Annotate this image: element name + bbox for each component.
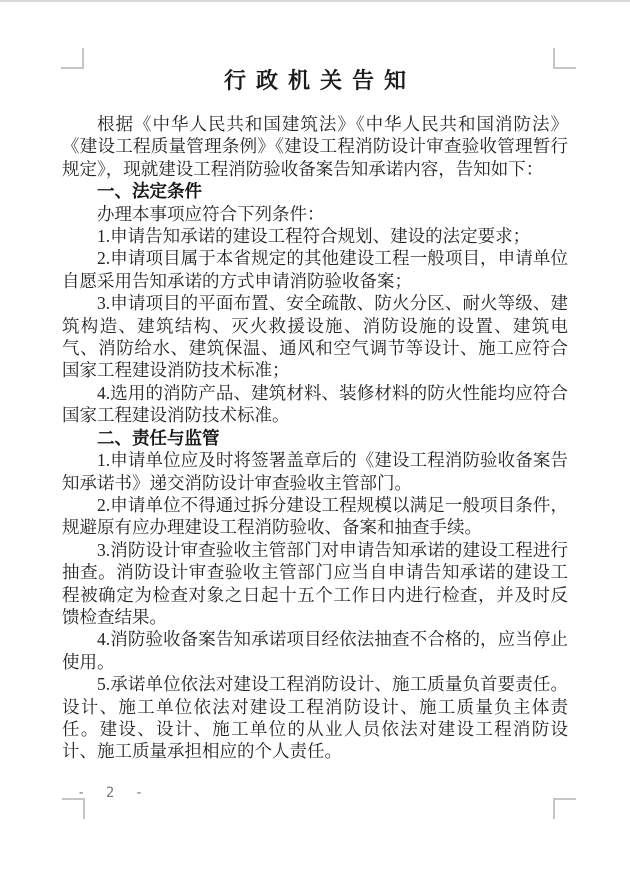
paragraph-item-4: 4.消防验收备案告知承诺项目经依法抽查不合格的，应当停止使用。 <box>62 629 568 672</box>
crop-mark-top-right <box>553 48 576 69</box>
paragraph-item-5: 5.承诺单位依法对建设工程消防设计、施工质量负首要责任。设计、施工单位依法对建设工程消防设计、施工质量负主体责任。建设、设计、施工单位的从业人员依法对建设工程消防设计、施工质量承担相应的个人责任。 <box>62 674 568 762</box>
paragraph-item-3: 3.消防设计审查验收主管部门对申请告知承诺的建设工程进行抽查。消防设计审查验收主管部门应当自申请告知承诺的建设工程被确定为检查对象之日起十五个工作日内进行检查，并及时反馈检查结果。 <box>62 539 568 627</box>
paragraph-item-4: 4.选用的消防产品、建筑材料、装修材料的防火性能均应符合国家工程建设消防技术标准。 <box>62 382 568 426</box>
paragraph-item-2: 2.申请单位不得通过拆分建设工程规模以满足一般项目条件，规避原有应办理建设工程消防验收、备案和抽查手续。 <box>62 494 568 538</box>
crop-mark-bottom-left <box>62 798 85 819</box>
paragraph-item-1: 1.申请告知承诺的建设工程符合规划、建设的法定要求； <box>97 226 531 247</box>
paragraph: 办理本事项应符合下列条件： <box>97 203 325 224</box>
section-heading-1: 一、法定条件 <box>97 181 202 202</box>
document-body <box>62 113 568 763</box>
page-number: - 2 - <box>77 785 150 801</box>
paragraph-item-1: 1.申请单位应及时将签署盖章后的《建设工程消防验收备案告知承诺书》递交消防设计审查验收主管部门。 <box>62 450 568 493</box>
document-title: 行政机关告知 <box>223 68 416 93</box>
crop-mark-bottom-right <box>553 798 576 819</box>
paragraph-intro: 根据《中华人民共和国建筑法》《中华人民共和国消防法》《建设工程质量管理条例》《建设工程消防设计审查验收管理暂行规定》，现就建设工程消防验收备案告知承诺内容，告知如下： <box>62 114 568 179</box>
crop-mark-top-left <box>61 48 84 69</box>
section-heading-2: 二、责任与监管 <box>97 427 220 448</box>
paragraph-item-3: 3.申请项目的平面布置、安全疏散、防火分区、耐火等级、建筑构造、建筑结构、灭火救援设施、消防设施的设置、建筑电气、消防给水、建筑保温、通风和空气调节等设计、施工应符合国家工程建设消防技术标准； <box>62 293 568 381</box>
paragraph-item-2: 2.申请项目属于本省规定的其他建设工程一般项目，申请单位自愿采用告知承诺的方式申请消防验收备案； <box>62 248 568 291</box>
